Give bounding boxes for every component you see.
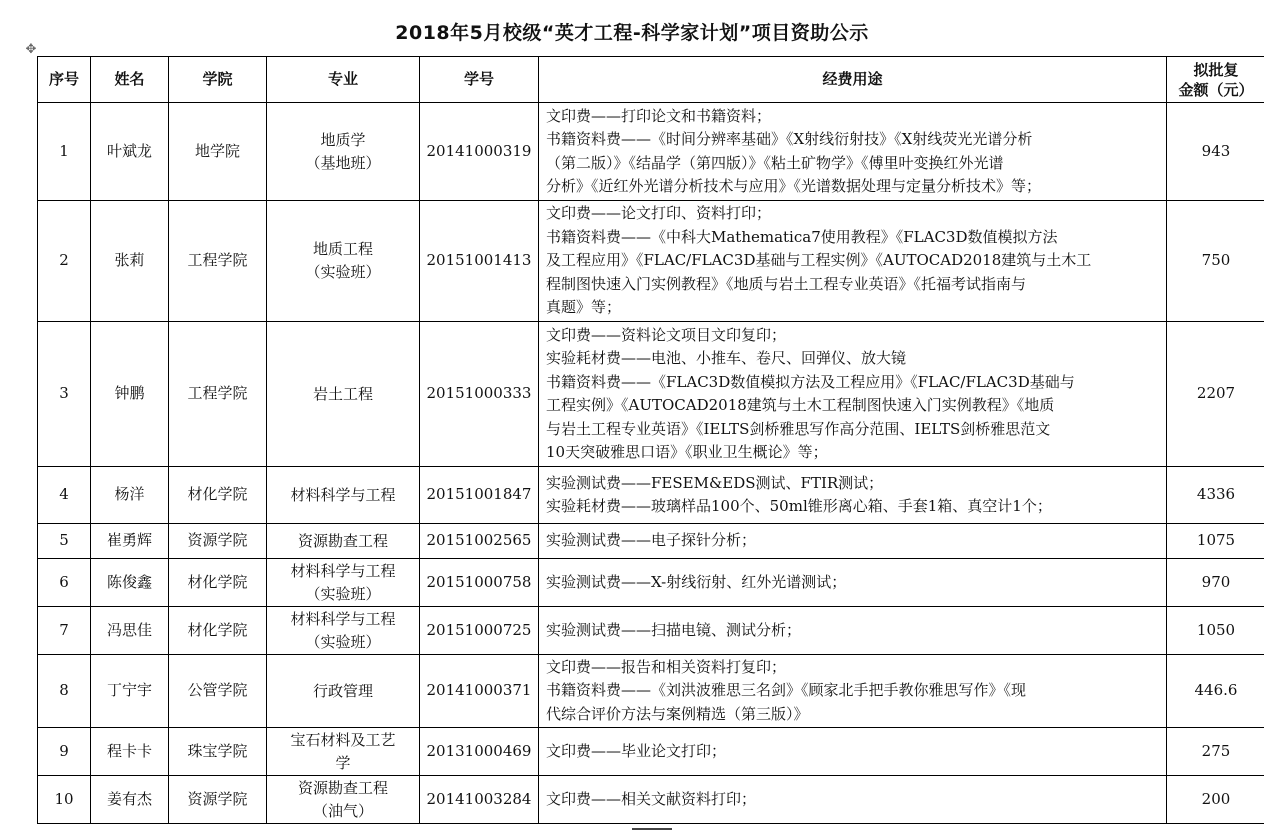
table-header-row <box>38 57 1264 103</box>
cell-major: 材料科学与工程 （实验班） <box>267 559 420 607</box>
cell-no: 4 <box>38 467 91 524</box>
cell-major: 地质学 （基地班） <box>267 103 420 201</box>
cell-amount: 1050 <box>1167 607 1264 655</box>
table-row <box>38 103 1264 201</box>
cell-college: 资源学院 <box>169 776 267 824</box>
cell-usage: 文印费——报告和相关资料打复印； 书籍资料费——《刘洪波雅思三名剑》《顾家北手把手教你雅思写作》《现 代综合评价方法与案例精选（第三版）》 <box>539 655 1167 728</box>
cell-usage: 文印费——相关文献资料打印； <box>539 776 1167 824</box>
cell-major: 资源勘查工程 <box>267 524 420 559</box>
cell-major: 岩土工程 <box>267 322 420 467</box>
cell-student-id: 20141000319 <box>420 103 539 201</box>
cell-major: 宝石材料及工艺 学 <box>267 728 420 776</box>
cell-usage: 实验测试费——X-射线衍射、红外光谱测试； <box>539 559 1167 607</box>
cell-major: 材料科学与工程 （实验班） <box>267 607 420 655</box>
cell-amount: 1075 <box>1167 524 1264 559</box>
cell-student-id: 20151001413 <box>420 201 539 322</box>
cell-amount: 943 <box>1167 103 1264 201</box>
cell-no: 10 <box>38 776 91 824</box>
cell-name: 程卡卡 <box>91 728 169 776</box>
cell-no: 3 <box>38 322 91 467</box>
header-usage: 经费用途 <box>539 57 1167 103</box>
cell-college: 工程学院 <box>169 201 267 322</box>
cell-usage: 文印费——毕业论文打印； <box>539 728 1167 776</box>
header-college: 学院 <box>169 57 267 103</box>
cell-no: 2 <box>38 201 91 322</box>
cell-college: 地学院 <box>169 103 267 201</box>
cell-no: 1 <box>38 103 91 201</box>
cell-student-id: 20141003284 <box>420 776 539 824</box>
cell-amount: 750 <box>1167 201 1264 322</box>
footer-divider <box>632 828 672 830</box>
cell-student-id: 20151000333 <box>420 322 539 467</box>
cell-college: 材化学院 <box>169 467 267 524</box>
table-row <box>38 776 1264 824</box>
cell-student-id: 20141000371 <box>420 655 539 728</box>
table-row <box>38 559 1264 607</box>
funding-table <box>37 56 1264 824</box>
cell-major: 行政管理 <box>267 655 420 728</box>
cell-usage: 文印费——资料论文项目文印复印； 实验耗材费——电池、小推车、卷尺、回弹仪、放大镜 书籍资料费——《FLAC3D数值模拟方法及工程应用》《FLAC/FLAC3D基础与 工程实例》《AUTOCAD2018建筑与土木工程制图快速入门实例教程》《地质 与岩土工程专业英语》《IELTS剑桥雅思写作高分范围、IELTS剑桥雅思范文 10天突破雅思口语》《职业卫生概论》等； <box>539 322 1167 467</box>
cell-usage: 实验测试费——扫描电镜、测试分析； <box>539 607 1167 655</box>
cell-usage: 实验测试费——FESEM&EDS测试、FTIR测试； 实验耗材费——玻璃样品100个、50ml锥形离心箱、手套1箱、真空计1个； <box>539 467 1167 524</box>
cell-major: 材料科学与工程 <box>267 467 420 524</box>
table-row <box>38 467 1264 524</box>
cell-usage: 文印费——打印论文和书籍资料； 书籍资料费——《时间分辨率基础》《X射线衍射技》《X射线荧光光谱分析 （第二版）》《结晶学（第四版）》《粘土矿物学》《傅里叶变换红外光谱 分析》《近红外光谱分析技术与应用》《光谱数据处理与定量分析技术》等； <box>539 103 1167 201</box>
cell-college: 公管学院 <box>169 655 267 728</box>
cell-student-id: 20151001847 <box>420 467 539 524</box>
cell-no: 8 <box>38 655 91 728</box>
cell-name: 钟鹏 <box>91 322 169 467</box>
cell-amount: 200 <box>1167 776 1264 824</box>
header-name: 姓名 <box>91 57 169 103</box>
cell-college: 珠宝学院 <box>169 728 267 776</box>
cell-name: 崔勇辉 <box>91 524 169 559</box>
cell-amount: 275 <box>1167 728 1264 776</box>
move-handle-icon[interactable]: ✥ <box>25 42 37 57</box>
cell-no: 5 <box>38 524 91 559</box>
cell-amount: 446.6 <box>1167 655 1264 728</box>
cell-student-id: 20151000758 <box>420 559 539 607</box>
cell-name: 姜有杰 <box>91 776 169 824</box>
cell-usage: 实验测试费——电子探针分析； <box>539 524 1167 559</box>
table-row <box>38 322 1264 467</box>
cell-major: 地质工程 （实验班） <box>267 201 420 322</box>
cell-student-id: 20151002565 <box>420 524 539 559</box>
table-row <box>38 728 1264 776</box>
cell-college: 材化学院 <box>169 559 267 607</box>
table-row <box>38 607 1264 655</box>
table-row <box>38 201 1264 322</box>
cell-no: 9 <box>38 728 91 776</box>
cell-college: 材化学院 <box>169 607 267 655</box>
header-student-id: 学号 <box>420 57 539 103</box>
cell-amount: 970 <box>1167 559 1264 607</box>
cell-no: 7 <box>38 607 91 655</box>
table-row <box>38 655 1264 728</box>
cell-name: 冯思佳 <box>91 607 169 655</box>
header-no: 序号 <box>38 57 91 103</box>
cell-usage: 文印费——论文打印、资料打印； 书籍资料费——《中科大Mathematica7使用教程》《FLAC3D数值模拟方法 及工程应用》《FLAC/FLAC3D基础与工程实例》《AUTOCAD2018建筑与土木工 程制图快速入门实例教程》《地质与岩土工程专业英语》《托福考试指南与 真题》等； <box>539 201 1167 322</box>
cell-college: 资源学院 <box>169 524 267 559</box>
cell-name: 杨洋 <box>91 467 169 524</box>
header-major: 专业 <box>267 57 420 103</box>
header-amount <box>1167 57 1264 103</box>
cell-major: 资源勘查工程 （油气） <box>267 776 420 824</box>
cell-name: 丁宁宇 <box>91 655 169 728</box>
cell-student-id: 20151000725 <box>420 607 539 655</box>
cell-no: 6 <box>38 559 91 607</box>
cell-student-id: 20131000469 <box>420 728 539 776</box>
table-row <box>38 524 1264 559</box>
cell-college: 工程学院 <box>169 322 267 467</box>
cell-name: 张莉 <box>91 201 169 322</box>
cell-amount: 2207 <box>1167 322 1264 467</box>
header-amount-text: 拟批复 金额（元） <box>1178 60 1254 99</box>
cell-name: 叶斌龙 <box>91 103 169 201</box>
cell-amount: 4336 <box>1167 467 1264 524</box>
cell-name: 陈俊鑫 <box>91 559 169 607</box>
page-title: 2018年5月校级“英才工程-科学家计划”项目资助公示 <box>395 22 869 44</box>
